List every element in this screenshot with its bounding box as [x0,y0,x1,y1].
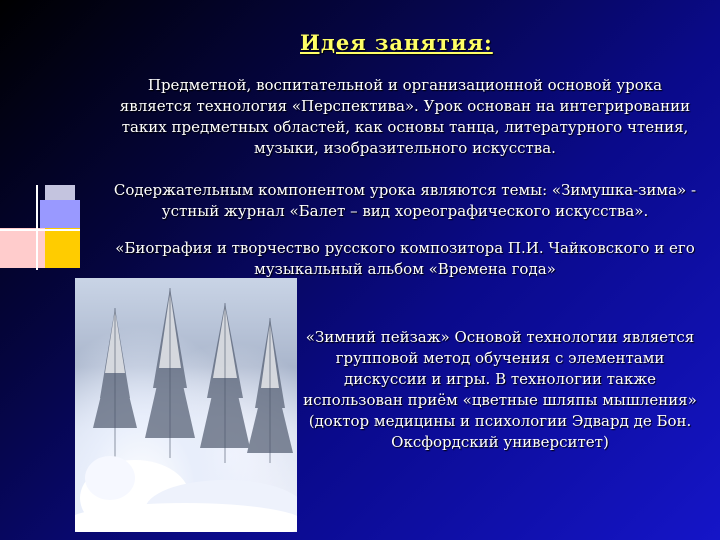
decor-line-horizontal [0,229,80,231]
decor-square-pink [0,228,45,268]
snowy-trees-illustration [75,278,297,532]
paragraph-tchaikovsky: «Биография и творчество русского композитора П.И. Чайковского и его музыкальный альбом «Времена года» [115,239,695,278]
paragraph-group-method: «Зимний пейзаж» Основой технологии является групповой метод обучения с элементами дискуссии и игры. В технологии также использован приём «цветные шляпы мышления» (доктор медицины и психологии Эдвард де Бон. Оксфордский университет) [303,328,697,451]
decor-line-vertical [36,185,38,270]
winter-landscape-photo [75,278,297,532]
paragraph-content-topics: Содержательным компонентом урока являются темы: «Зимушка-зима» - устный журнал «Балет – вид хореографического искусства». [113,181,697,220]
slide-title: Идея занятия: [300,30,493,55]
decor-square-yellow [45,228,80,268]
paragraph-technology: Предметной, воспитательной и организационной основой урока является технология «Перспектива». Урок основан на интегрировании таких предметных областей, как основы танца, литературного чтения, музыки, изобразительного искусства. [119,76,691,157]
decor-square-blue [40,200,80,230]
